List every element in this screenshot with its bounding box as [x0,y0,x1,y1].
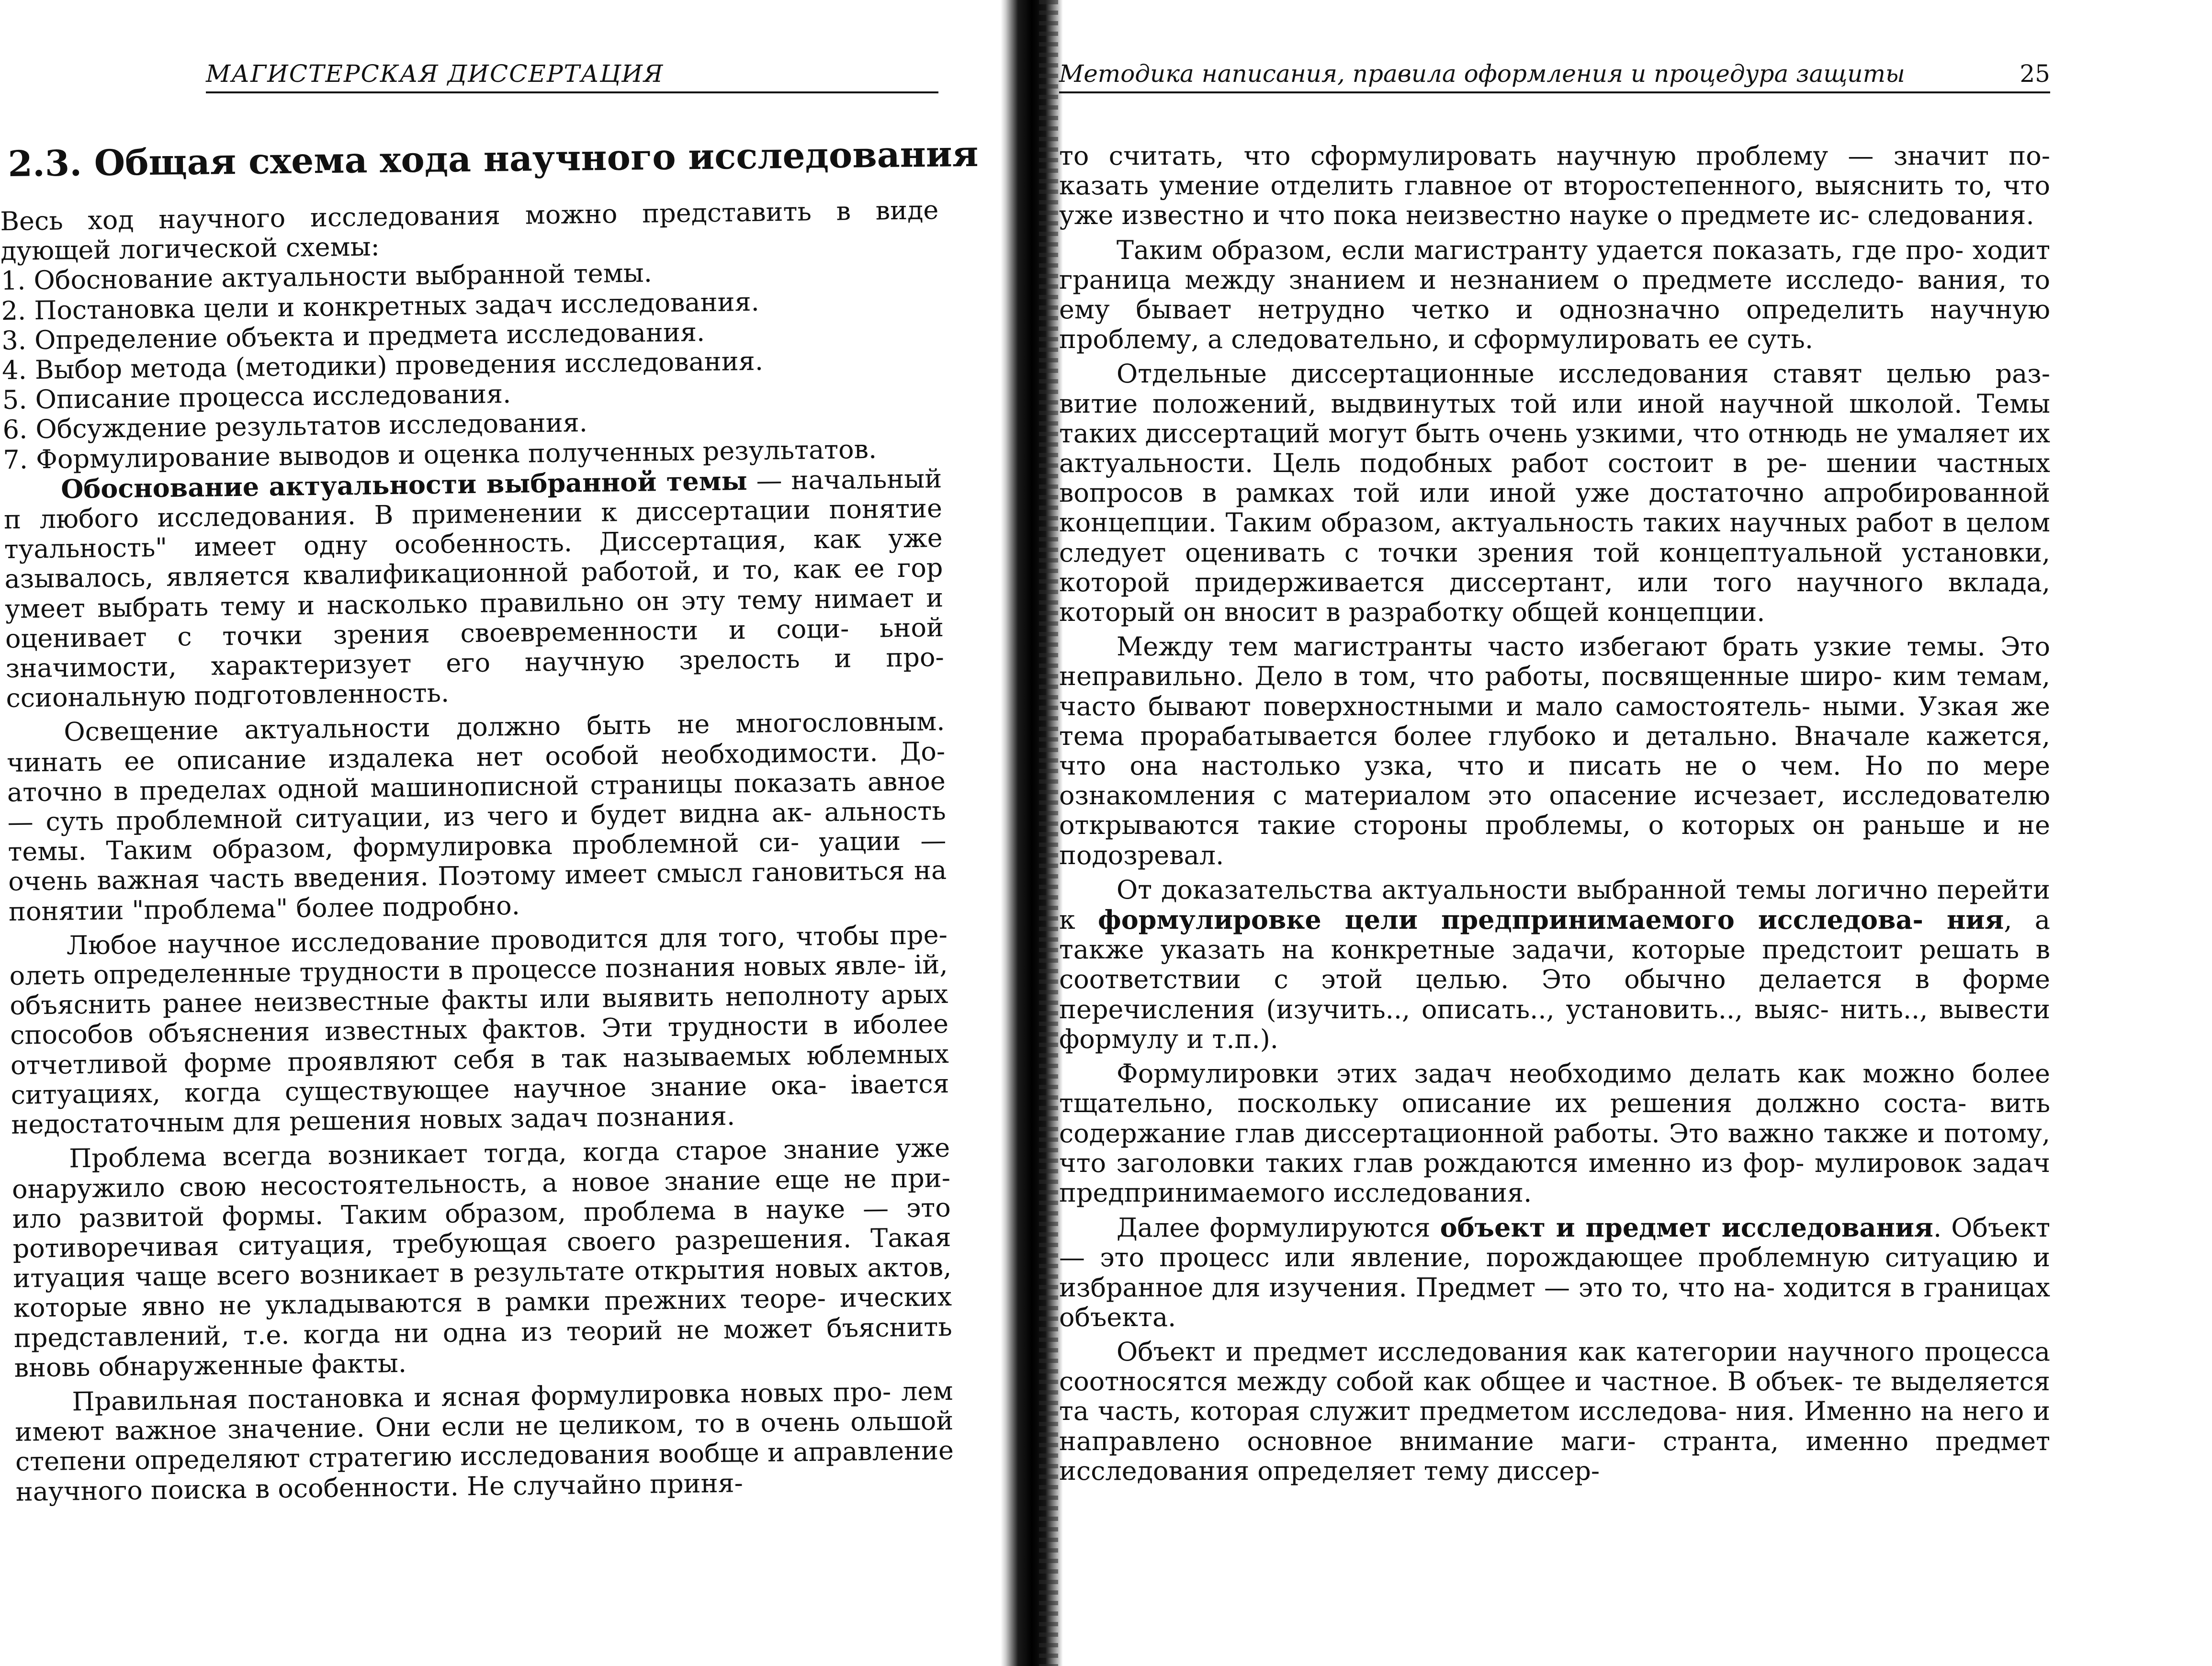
step-item: 6. Обсуждение результатов исследования. [2,407,588,445]
left-body-text [0,195,954,1507]
paragraph-text: . Объект — это процесс или явление, порождающее проблемную ситуацию и избранное для изучения. Предмет — это то, что на- ходится в границах объекта. [1059,1213,2050,1332]
step-item: 3. Определение объекта и предмета исследования. [1,316,705,356]
paragraph-text: Далее формулируются [1117,1213,1440,1243]
step-item: 2. Постановка цели и конкретных задач исследования. [1,286,760,326]
paragraph-problem: Проблема всегда возникает тогда, когда старое знание уже онаружило свою несостоятельность, а новое знание еще не при- ило развитой формы. Таким образом, проблема в науке — это ротиворечивая ситуация, требующая своего разрешения. Такая итуация чаще всего возникает в результате открытия новых актов, которые явно не укладываются в рамки прежних теоре- ических представлений, т.е. когда ни одна из теорий не может бъяснить вновь обнаруженные факты. [11,1133,953,1383]
paragraph-object [1059,1213,2050,1332]
right-body-text [1059,141,2050,1486]
left-running-header: МАГИСТЕРСКАЯ ДИССЕРТАЦИЯ [206,60,938,93]
paragraph-continued: то считать, что сформулировать научную проблему — значит по- казать умение отделить главное от второстепенного, выяснить то, что уже известно и что пока неизвестно науке о предмете ис- следования. [1059,141,2050,231]
bold-term: объект и предмет исследования [1440,1212,1933,1243]
paragraph-goal [1059,875,2050,1054]
step-item: 4. Выбор метода (методики) проведения исследования. [1,346,764,385]
right-running-header-text: Методика написания, правила оформления и процедура защиты [1059,60,1905,88]
paragraph-relevance [3,463,945,714]
paragraph-schools: Отдельные диссертационные исследования ставят целью раз- витие положений, выдвинутых той или иной научной школой. Темы таких диссертаций могут быть очень узкими, что отнюдь не умаляет их актуальности. Цель подобных работ состоит в ре- шении частных вопросов в рамках той или иной уже достаточно апробированной концепции. Таким образом, актуальность таких научных работ в целом следует оценивать с точки зрения той концептуальной установки, которой придерживается диссертант, или того научного вклада, который он вносит в разработку общей концепции. [1059,359,2050,628]
paragraph-text: От доказательства актуальности выбранной темы логично перейти к [1059,874,2050,935]
paragraph-narrow-topics: Между тем магистранты часто избегают брать узкие темы. Это неправильно. Дело в том, что работы, посвященные широ- ким темам, часто бывают поверхностными и мало самостоятель- ными. Узкая же тема прорабатывается более глубоко и детально. Вначале кажется, что она настолько узка, что и писать не о чем. Но по мере ознакомления с материалом это опасение исчезает, исследователю открываются такие стороны проблемы, о которых он раньше и не подозревал. [1059,631,2050,870]
right-running-header [1059,60,2050,93]
bold-term: Обоснование актуальности выбранной темы [60,465,748,505]
section-title: 2.3. Общая схема хода научного исследования [8,133,979,185]
right-page [1049,0,2212,1666]
paragraph-coverage: Освещение актуальности должно быть не многословным. чинать ее описание издалека нет особой необходимости. До- аточно в пределах одной машинописной страницы показать авное — суть проблемной ситуации, из чего и будет видна ак- альность темы. Таким образом, формулировка проблемной си- уации — очень важная часть введения. Поэтому имеет смысл гановиться на понятии "проблема" более подробно. [6,706,947,927]
left-page [0,0,1010,1666]
step-item: 1. Обоснование актуальности выбранной темы. [0,258,653,296]
paragraph-categories: Объект и предмет исследования как категории научного процесса соотносятся между собой как общее и частное. В объек- те выделяется та часть, которая служит предметом исследова- ния. Именно на него и направлено основное внимание маги- странта, именно предмет исследования определяет тему диссер- [1059,1336,2050,1486]
page-number: 25 [2020,60,2050,88]
intro-paragraph: Весь ход научного исследования можно представить в виде дующей логической схемы: [0,195,939,267]
paragraph-formulation: Правильная постановка и ясная формулировка новых про- лем имеют важное значение. Они если не целиком, то в очень ольшой степени определяют стратегию исследования вообще и аправление научного поиска в особенности. Не случайно приня- [14,1375,954,1507]
paragraph-boundary: Таким образом, если магистранту удается показать, где про- ходит граница между знанием и незнанием о предмете исследо- вания, то ему бывает нетрудно четко и однозначно определить научную проблему, а следовательно, и сформулировать ее суть. [1059,235,2050,355]
paragraph-text: , а также указать на конкретные задачи, которые предстоит решать в соответствии с этой целью. Это обычно делается в форме перечисления (изучить.., описать.., установить.., выяс- нить.., вывести формулу и т.п.). [1059,905,2050,1054]
bold-term: формулировке цели предпринимаемого исследова- ния [1098,904,2004,935]
step-item: 5. Описание процесса исследования. [2,379,511,416]
paragraph-tasks: Формулировки этих задач необходимо делать как можно более тщательно, поскольку описание их решения должно соста- вить содержание глав диссертационной работы. Это важно также и потому, что заголовки таких глав рождаются именно из фор- мулировок задач предпринимаемого исследования. [1059,1058,2050,1208]
steps-list [1,255,942,474]
paragraph-text: — начальный п любого исследования. В применении к диссертации понятие туальность" имеет одну особенность. Диссертация, как уже азывалось, является квалификационной работой, и то, как ее гор умеет выбрать тему и насколько правильно он эту тему нимает и оценивает с точки зрения своевременности и соци- ьной значимости, характеризует его научную зрелость и про- ссиональную подготовленность. [3,463,945,714]
step-item: 7. Формулирование выводов и оценка полученных результатов. [3,434,877,475]
paragraph-research: Любое научное исследование проводится для того, чтобы пре- олеть определенные трудности в процессе познания новых явле- ій, объяснить ранее неизвестные факты или выявить неполноту арых способов объяснения известных фактов. Эти трудности в иболее отчетливой форме проявляют себя в так называемых юблемных ситуациях, когда существующее научное знание ока- івается недостаточным для решения новых задач познания. [9,919,949,1140]
